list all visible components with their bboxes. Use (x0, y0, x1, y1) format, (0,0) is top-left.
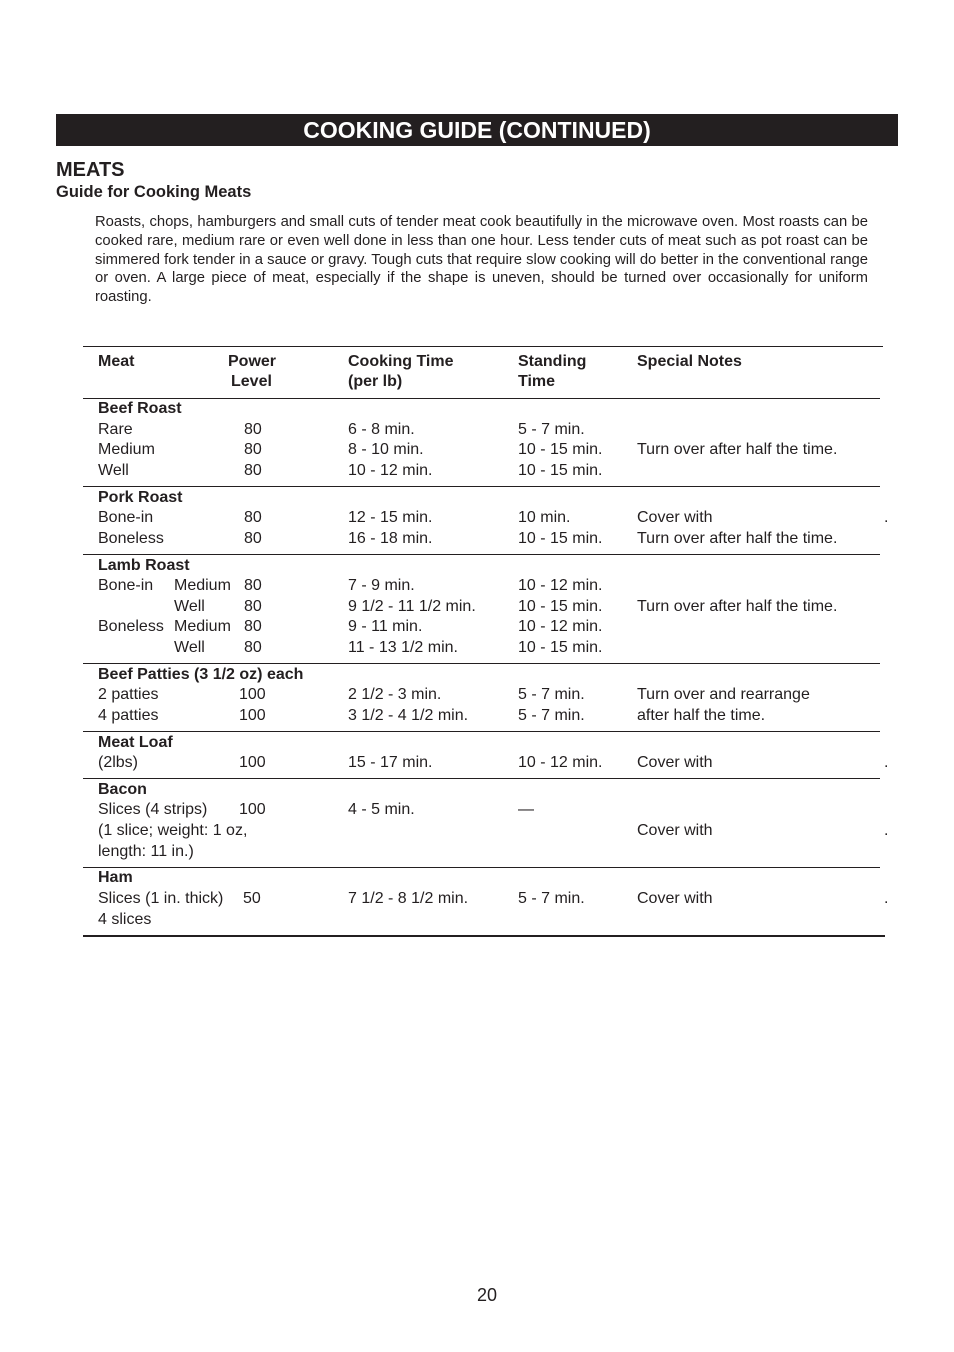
row-power: 100 (239, 754, 266, 771)
row-note: Turn over and rearrange (637, 686, 810, 703)
row-standing: 5 - 7 min. (518, 707, 585, 724)
row-note: Turn over after half the time. (637, 441, 838, 458)
row-power: 80 (244, 618, 262, 635)
group-title: Lamb Roast (98, 557, 190, 574)
row-time: 7 - 9 min. (348, 577, 415, 594)
row-standing: 10 min. (518, 509, 571, 526)
row-power: 80 (244, 421, 262, 438)
row-power: 100 (239, 686, 266, 703)
row-standing: 10 - 15 min. (518, 639, 603, 656)
row-standing: 10 - 12 min. (518, 754, 603, 771)
row-divider (83, 554, 880, 555)
row-label: Rare (98, 421, 133, 438)
intro-paragraph: Roasts, chops, hamburgers and small cuts of tender meat cook beautifully in the microwave oven. Most roasts can be cooked rare, medium rare or even well done in less than one hour. Less tender cuts of meat such as pot roast can be simmered fork tender in a sauce or gravy. Tough cuts that require slow cooking will do better in the conventional range or oven. A large piece of meat, especially if the shape is uneven, should be turned over occasionally for uniform roasting. (95, 214, 868, 306)
row-standing: 10 - 15 min. (518, 530, 603, 547)
row-doneness: Well (174, 639, 205, 656)
row-label: Bone-in (98, 509, 154, 526)
row-note: Cover with (637, 754, 713, 771)
header-standing-2: Time (518, 373, 556, 390)
row-label: Boneless (98, 618, 164, 635)
row-note-end: . (884, 754, 889, 771)
group-title: Beef Patties (3 1/2 oz) each (98, 666, 304, 683)
row-label: length: 11 in.) (98, 843, 194, 860)
header-time-2: (per lb) (348, 373, 403, 390)
row-standing: 10 - 15 min. (518, 441, 603, 458)
row-doneness: Well (174, 598, 205, 615)
row-note-end: . (884, 822, 889, 839)
row-time: 8 - 10 min. (348, 441, 424, 458)
header-standing-1: Standing (518, 353, 587, 370)
row-power: 80 (244, 639, 262, 656)
table-bottom-rule (83, 935, 885, 937)
group-title: Beef Roast (98, 400, 182, 417)
row-note: Cover with (637, 890, 713, 907)
row-time: 12 - 15 min. (348, 509, 433, 526)
row-time: 6 - 8 min. (348, 421, 415, 438)
row-note: Turn over after half the time. (637, 598, 838, 615)
row-divider (83, 731, 880, 732)
row-note: after half the time. (637, 707, 766, 724)
page-number: 20 (476, 1285, 498, 1305)
row-power: 80 (244, 598, 262, 615)
row-note-end: . (884, 890, 889, 907)
table-top-rule (83, 346, 883, 347)
row-time: 11 - 13 1/2 min. (348, 639, 458, 656)
row-power: 100 (239, 707, 266, 724)
header-time-1: Cooking Time (348, 353, 454, 370)
row-power: 80 (244, 577, 262, 594)
group-title: Bacon (98, 781, 147, 798)
row-note: Turn over after half the time. (637, 530, 838, 547)
row-standing: 5 - 7 min. (518, 686, 585, 703)
row-standing: 5 - 7 min. (518, 890, 585, 907)
row-label: Slices (1 in. thick) (98, 890, 224, 907)
row-note-end: . (884, 509, 889, 526)
row-power: 80 (244, 509, 262, 526)
row-divider (83, 778, 880, 779)
row-power: 80 (244, 530, 262, 547)
row-label: Well (98, 462, 129, 479)
row-label: (2lbs) (98, 754, 139, 771)
row-label: Medium (98, 441, 155, 458)
row-standing: 10 - 15 min. (518, 598, 603, 615)
group-title: Meat Loaf (98, 734, 173, 751)
row-power: 80 (244, 441, 262, 458)
row-power: 80 (244, 462, 262, 479)
row-label: (1 slice; weight: 1 oz, (98, 822, 248, 839)
row-divider (83, 867, 880, 868)
header-meat: Meat (98, 353, 135, 370)
row-label: Boneless (98, 530, 164, 547)
row-time: 9 1/2 - 11 1/2 min. (348, 598, 476, 615)
header-notes: Special Notes (637, 353, 742, 370)
row-standing: 5 - 7 min. (518, 421, 585, 438)
row-time: 7 1/2 - 8 1/2 min. (348, 890, 469, 907)
row-time: 4 - 5 min. (348, 801, 415, 818)
row-time: 16 - 18 min. (348, 530, 433, 547)
section-subtitle: Guide for Cooking Meats (56, 183, 252, 201)
row-label: Slices (4 strips) (98, 801, 208, 818)
row-divider (83, 663, 880, 664)
row-label: 2 patties (98, 686, 159, 703)
row-time: 2 1/2 - 3 min. (348, 686, 442, 703)
header-power-2: Level (231, 373, 272, 390)
row-label: Bone-in (98, 577, 154, 594)
row-note: Cover with (637, 509, 713, 526)
row-standing: 10 - 15 min. (518, 462, 603, 479)
row-doneness: Medium (174, 577, 231, 594)
group-title: Pork Roast (98, 489, 183, 506)
group-title: Ham (98, 869, 133, 886)
row-time: 15 - 17 min. (348, 754, 433, 771)
row-time: 9 - 11 min. (348, 618, 423, 635)
header-power-1: Power (228, 353, 277, 370)
row-doneness: Medium (174, 618, 231, 635)
row-time: 3 1/2 - 4 1/2 min. (348, 707, 469, 724)
page-banner: COOKING GUIDE (CONTINUED) (56, 114, 898, 146)
row-power: 100 (239, 801, 266, 818)
row-label: 4 slices (98, 911, 152, 928)
row-label: 4 patties (98, 707, 159, 724)
row-standing: 10 - 12 min. (518, 618, 603, 635)
row-divider (83, 486, 880, 487)
row-time: 10 - 12 min. (348, 462, 433, 479)
section-title: MEATS (56, 159, 125, 181)
row-divider (83, 398, 880, 399)
row-standing: 10 - 12 min. (518, 577, 603, 594)
row-standing: — (518, 801, 534, 818)
row-note: Cover with (637, 822, 713, 839)
row-power: 50 (243, 890, 261, 907)
